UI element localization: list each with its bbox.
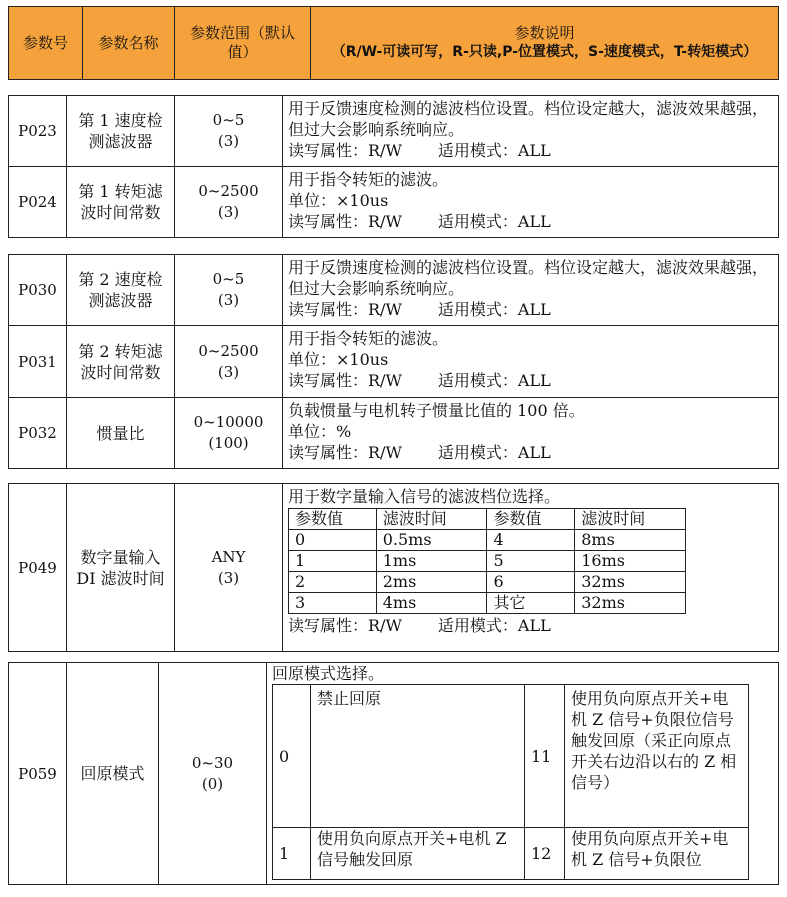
mode-text: 禁止回原 (311, 685, 525, 828)
rw-attr: 读写属性：R/W (288, 616, 402, 635)
table-row (289, 551, 686, 572)
table-cell: 2 (289, 572, 377, 593)
table-cell: 16ms (575, 551, 686, 572)
desc-text: 用于反馈速度检测的滤波档位设置。档位设定越大，滤波效果越强，但过大会影响系统响应。 (288, 258, 769, 298)
range-value: 0~2500 (198, 341, 259, 360)
param-id: P049 (9, 484, 67, 652)
table-cell: 8ms (575, 530, 686, 551)
desc-text: 用于反馈速度检测的滤波档位设置。档位设定越大，滤波效果越强，但过大会影响系统响应。 (288, 99, 769, 139)
param-id: P032 (9, 398, 67, 469)
mode-value: 11 (525, 685, 565, 828)
table-cell: 32ms (575, 593, 686, 614)
unit-text: 单位：% (288, 422, 352, 441)
param-name: 回原模式 (67, 663, 159, 885)
default-value: (3) (217, 132, 240, 150)
table-cell: 0 (289, 530, 377, 551)
table-cell: 3 (289, 593, 377, 614)
rw-attr: 读写属性：R/W (288, 212, 402, 231)
param-row-p030 (9, 255, 779, 326)
table-cell: 32ms (575, 572, 686, 593)
filter-time-table (288, 508, 686, 614)
desc-text: 负载惯量与电机转子惯量比值的 100 倍。 (288, 401, 585, 420)
header-col-range: 参数范围（默认值） (175, 7, 311, 80)
range-value: 0~2500 (198, 182, 259, 200)
param-block-4 (8, 662, 779, 885)
default-value: (3) (217, 568, 240, 587)
table-cell: 0.5ms (376, 530, 487, 551)
param-range (175, 398, 283, 469)
rw-mode-line (288, 140, 774, 161)
rw-mode-line (288, 299, 774, 320)
mode-attr: 适用模式：ALL (437, 371, 551, 390)
default-value: (3) (217, 203, 240, 221)
header-col-name: 参数名称 (83, 7, 175, 80)
param-row-p049 (9, 484, 779, 652)
param-block-1 (8, 95, 779, 238)
rw-attr: 读写属性：R/W (288, 141, 402, 160)
param-name: 第 1 速度检测滤波器 (67, 96, 175, 167)
param-name: 第 1 转矩滤波时间常数 (67, 167, 175, 238)
rw-attr: 读写属性：R/W (288, 300, 402, 319)
param-range (175, 326, 283, 398)
range-value: 0~5 (212, 270, 245, 288)
header-col-desc (311, 7, 779, 80)
desc-text: 用于数字量输入信号的滤波档位选择。 (288, 487, 561, 506)
param-name: 第 2 转矩滤波时间常数 (67, 326, 175, 398)
range-value: 0~5 (212, 111, 245, 129)
rw-mode-line (288, 442, 774, 463)
mode-attr: 适用模式：ALL (437, 300, 551, 319)
param-row-p023 (9, 96, 779, 167)
param-row-p031 (9, 326, 779, 398)
table-cell: 1ms (376, 551, 487, 572)
table-row (289, 572, 686, 593)
param-row-p032 (9, 398, 779, 469)
desc-text: 用于指令转矩的滤波。 (288, 170, 449, 189)
mode-attr: 适用模式：ALL (437, 141, 551, 160)
filter-table-header (289, 509, 686, 530)
param-desc (283, 255, 779, 326)
table-header-cell: 参数值 (289, 509, 377, 530)
table-header-cell: 滤波时间 (376, 509, 487, 530)
param-id: P031 (9, 326, 67, 398)
param-name: 惯量比 (67, 398, 175, 469)
table-header-cell: 滤波时间 (575, 509, 686, 530)
mode-attr: 适用模式：ALL (437, 616, 551, 635)
table-cell: 6 (487, 572, 575, 593)
mode-attr: 适用模式：ALL (437, 212, 551, 231)
rw-mode-line (288, 211, 774, 232)
range-value: ANY (211, 547, 246, 566)
header-table (8, 6, 779, 80)
range-value: 0~30 (191, 753, 234, 772)
rw-attr: 读写属性：R/W (288, 443, 402, 462)
param-id: P059 (9, 663, 67, 885)
param-desc (283, 326, 779, 398)
param-desc (283, 96, 779, 167)
param-block-3 (8, 483, 779, 652)
table-cell: 2ms (376, 572, 487, 593)
param-row-p024 (9, 167, 779, 238)
default-value: (3) (217, 362, 240, 381)
table-row (289, 530, 686, 551)
param-range (175, 167, 283, 238)
param-desc (283, 398, 779, 469)
homing-mode-table (272, 684, 749, 880)
param-name: 数字量输入 DI 滤波时间 (67, 484, 175, 652)
desc-text: 用于指令转矩的滤波。 (288, 329, 449, 348)
param-id: P023 (9, 96, 67, 167)
mode-value: 12 (525, 828, 565, 880)
table-row (289, 593, 686, 614)
table-row (273, 828, 749, 880)
header-desc-sub: （R/W-可读可写，R-只读,P-位置模式，S-速度模式，T-转矩模式） (331, 44, 758, 60)
param-id: P024 (9, 167, 67, 238)
unit-text: 单位：×10us (288, 350, 389, 369)
param-desc (283, 484, 779, 652)
unit-text: 单位：×10us (288, 191, 389, 210)
param-row-p059 (9, 663, 779, 885)
mode-value: 1 (273, 828, 311, 880)
rw-attr: 读写属性：R/W (288, 371, 402, 390)
param-block-2 (8, 254, 779, 469)
mode-value: 0 (273, 685, 311, 828)
param-desc (283, 167, 779, 238)
table-cell: 4ms (376, 593, 487, 614)
param-range (175, 255, 283, 326)
header-desc-title: 参数说明 (514, 24, 575, 42)
table-cell: 1 (289, 551, 377, 572)
range-value: 0~10000 (193, 413, 264, 431)
table-row (273, 685, 749, 828)
param-range (159, 663, 267, 885)
mode-text: 使用负向原点开关+电机 Z 信号+负限位信号触发回原（采正向原点开关右边沿以右的 Z 相信号） (565, 685, 749, 828)
table-cell: 其它 (487, 593, 575, 614)
param-range (175, 96, 283, 167)
mode-text: 使用负向原点开关+电机 Z 信号触发回原 (311, 828, 525, 880)
param-range (175, 484, 283, 652)
param-desc (267, 663, 779, 885)
header-col-id: 参数号 (9, 7, 83, 80)
table-cell: 5 (487, 551, 575, 572)
default-value: (3) (217, 291, 240, 309)
table-cell: 4 (487, 530, 575, 551)
default-value: (100) (208, 434, 249, 452)
table-header-cell: 参数值 (487, 509, 575, 530)
desc-text: 回原模式选择。 (272, 664, 385, 683)
param-id: P030 (9, 255, 67, 326)
default-value: (0) (201, 774, 224, 793)
rw-mode-line (288, 370, 774, 391)
mode-attr: 适用模式：ALL (437, 443, 551, 462)
mode-text: 使用负向原点开关+电机 Z 信号+负限位 (565, 828, 749, 880)
param-name: 第 2 速度检测滤波器 (67, 255, 175, 326)
rw-mode-line (288, 615, 774, 636)
